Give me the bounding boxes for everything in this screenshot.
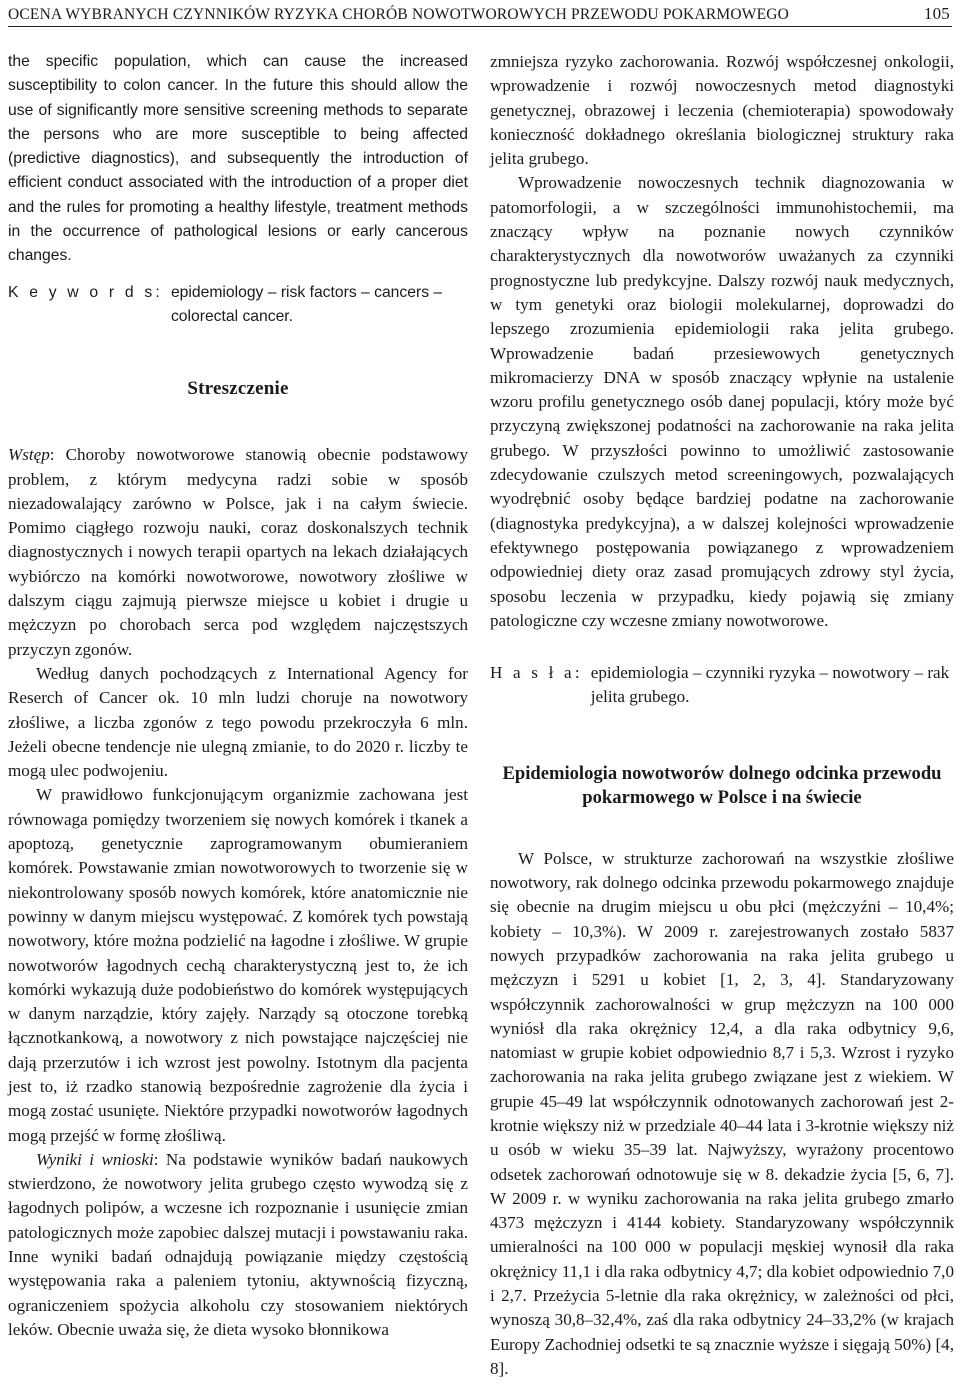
running-title: OCENA WYBRANYCH CZYNNIKÓW RYZYKA CHORÓB NOWOTWOROWYCH PRZEWODU POKARMOWEGO xyxy=(8,6,790,23)
right-column xyxy=(490,50,954,1381)
running-header xyxy=(8,4,952,27)
keywords-label: K e y w o r d s: xyxy=(8,283,163,301)
page-number: 105 xyxy=(923,4,950,23)
poland-statistics-paragraph: W Polsce, w strukturze zachorowań na wszystkie złośliwe nowotwory, rak dolnego odcinka przewodu pokarmowego znajduje się obecnie na drugim miejscu u obu płci (mężczyźni – 10,4%; kobiety – 10,3%). W 2009 r. zarejestrowanych zostało 5837 nowych przypadków zachorowania na raka jelita grubego u mężczyzn i 5291 u kobiet [1, 2, 3, 4]. Standaryzowany współczynnik zachorowalności w grup mężczyzn na 100 000 wyniósł dla raka okrężnicy 12,4, a dla raka odbytnicy 9,6, natomiast w grupie kobiet odpowiednio 8,7 i 5,3. Wzrost i ryzyko zachorowania na raka jelita grubego związane jest z wiekiem. W grupie 45–49 lat współczynnik odnotowanych zachorowań jest 2-krotnie większy niż w przedziale 40–44 lata i 3-krotnie większy niż u osób w wieku 35–39 lat. Najwyższy, wyrażony procentowo odsetek zachorowań odnotowuje się w 8. dekadzie życia [5, 6, 7]. W 2009 r. w wyniku zachorowania na raka jelita grubego zmarło 4373 mężczyzn i 4144 kobiety. Standaryzowany współczynnik umieralności na 100 000 w populacji męskiej wynosił dla raka okrężnicy 11,1 i dla raka odbytnicy 4,7; dla kobiet odpowiednio 7,0 i 2,7. Przeżycia 5-letnie dla raka okrężnicy, w zależności od płci, wynoszą 30,8–32,4%, zaś dla raka odbytnicy 24–33,2% (w krajach Europy Zachodniej odsetki te są znacznie wyższe i sięgają 50%) [4, 8]. xyxy=(490,848,954,1378)
wstep-paragraph xyxy=(8,443,468,662)
epidemiology-section-heading: Epidemiologia nowotworów dolnego odcinka przewodu pokarmowego w Polsce i na świecie xyxy=(502,762,942,808)
wyniki-text: : Na podstawie wyników badań naukowych stwierdzono, że nowotwory jelita grubego często wywodzą się z łagodnych polipów, a wczesne ich rozpoznanie i usunięcie zmian patologicznych może zapobiec dalszej mutacji i powstawaniu raka. Inne wyniki badań odnajdują powiązanie między częstością występowania raka a paleniem tytoniu, aktywnością fizyczną, ograniczeniem spożycia alkoholu czy stosowaniem niektórych leków. Obecnie uważa się, że dieta wysoko błonnikowa xyxy=(8,1149,468,1339)
left-column xyxy=(8,50,468,1342)
keywords-polish xyxy=(490,661,954,710)
abstract-english-tail: the specific population, which can cause the increased susceptibility to colon cancer. In the future this should allow the use of significantly more sensitive screening methods to separate the persons who are more susceptible to being affected (predictive diagnostics), and subsequently the introduction of efficient conduct associated with the introduction of a proper diet and the rules for promoting a healthy lifestyle, treatment methods in the occurrence of pathological lesions or early cancerous changes. xyxy=(8,53,468,265)
wstep-label: Wstęp xyxy=(8,445,50,465)
wyniki-paragraph xyxy=(8,1148,468,1342)
iarc-paragraph: Według danych pochodzących z International Agency for Reserch of Cancer ok. 10 mln ludzi choruje na nowotwory złośliwe, a liczba zgonów z tego powodu przekroczyła 6 mln. Jeżeli obecne tendencje nie ulegną zmianie, to do 2020 r. liczby te mogą ulec podwojeniu. xyxy=(8,663,468,781)
wstep-text: : Choroby nowotworowe stanowią obecnie podstawowy problem, z którym medycyna radzi sobie w sposób niezadowalający zarówno w Polsce, jak i na całym świecie. Pomimo ciągłego rozwoju nauki, coraz doskonalszych technik diagnostycznych i nowych terapii opartych na lekach działających wybiórczo na komórki nowotworowe, nowotwory złośliwe w dalszym ciągu zajmują pierwsze miejsce u kobiet i drugie u mężczyzn po chorobach serca pod względem najczęstszych przyczyn zgonów. xyxy=(8,445,468,659)
keywords-text: epidemiology – risk factors – cancers – colorectal cancer. xyxy=(170,283,443,325)
haslo-label: H a s ł a: xyxy=(490,663,583,683)
modern-techniques-paragraph: Wprowadzenie nowoczesnych technik diagnozowania w patomorfologii, a w szczególności immunohistochemii, ma znaczący wpływ na poznanie nowych czynników charakterystycznych dla nowotworów uważanych za czynniki prognostyczne lub predykcyjne. Dalszy rozwój nauk medycznych, w tym genetyki oraz biologii molekularnej, doprowadzi do lepszego zrozumienia epidemiologii raka jelita grubego. Wprowadzenie badań przesiewowych genetycznych mikromacierzy DNA w sposób znaczący wpłynie na ustalenie wzoru profilu genetycznego osób danej populacji, który może być przyczyną zwiększonej podatności na zachorowanie na raka jelita grubego. W przyszłości powinno to umożliwić zastosowanie zdecydowanie czulszych metod screeningowych, pozwalających wyodrębnić osoby będące bardziej podatne na zachorowanie (diagnostyka predykcyjna), a w dalszej kolejności wprowadzenie efektywnego postępowania powiązanego z wprowadzeniem odpowiedniej diety oraz zasad promujących zdrowy styl życia, sposobu leczenia w przypadku, kiedy pojawią się zmiany patologiczne czy wczesne zmiany nowotworowe. xyxy=(490,173,954,630)
wyniki-label: Wyniki i wnioski xyxy=(36,1149,154,1169)
haslo-text: epidemiologia – czynniki ryzyka – nowotwory – rak jelita grubego. xyxy=(590,663,950,707)
keywords-english xyxy=(8,281,468,330)
streszczenie-heading: Streszczenie xyxy=(187,378,289,400)
continuation-paragraph: zmniejsza ryzyko zachorowania. Rozwój współczesnej onkologii, wprowadzenie i rozwój nowoczesnych metod diagnostyki genetycznej, obrazowej i leczenia (chemioterapia) spowodowały konieczność dokładnego określania biologicznej struktury raka jelita grubego. xyxy=(490,52,954,169)
organism-paragraph: W prawidłowo funkcjonującym organizmie zachowana jest równowaga pomiędzy tworzeniem się nowych komórek i tkanek a apoptozą, genetycznie zaprogramowanym obumieraniem komórek. Powstawanie zmian nowotworowych to tworzenie się w niekontrolowany sposób nowych komórek, które anatomicznie nie powinny w danym miejscu występować. Z komórek tych powstają nowotwory, które można podzielić na łagodne i złośliwe. W grupie nowotworów łagodnych cechą charakterystyczną jest to, że ich komórki wykazują duże podobieństwo do komórek występujących w danym narządzie, który zajęły. Narządy są otoczone torebką łącznotkankową, a nowotwory z nich powstające najczęściej nie dają przerzutów i ich wzrost jest powolny. Istotnym dla pacjenta jest to, iż rzadko stanowią bezpośrednie zagrożenie dla życia i mogą zostać usunięte. Niektóre przypadki nowotworów łagodnych mogą przejść w formę złośliwą. xyxy=(8,785,468,1145)
